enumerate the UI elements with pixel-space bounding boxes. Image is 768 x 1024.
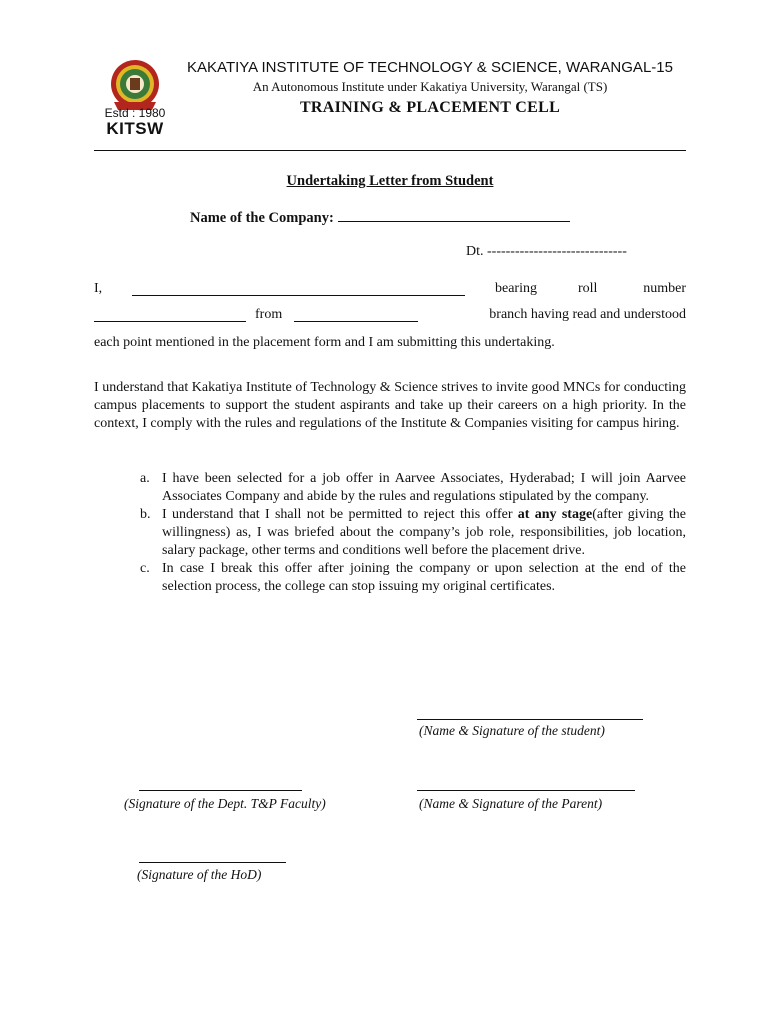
line1-word-bearing: bearing bbox=[495, 281, 537, 296]
letter-title: Undertaking Letter from Student bbox=[286, 173, 494, 189]
line1-word-roll: roll bbox=[578, 281, 598, 296]
student-name-blank bbox=[132, 295, 465, 296]
line2-branch-text: branch having read and understood bbox=[489, 307, 686, 322]
parent-signature-label: (Name & Signature of the Parent) bbox=[419, 796, 603, 811]
point-text bbox=[162, 506, 686, 560]
cell-title: TRAINING & PLACEMENT CELL bbox=[299, 99, 561, 116]
point-text-after: (after giving the willingness) as, I was briefed about the company’s job role, responsibilities, job location, salary package, other terms and conditions well before the placement drive. bbox=[162, 507, 686, 558]
company-blank bbox=[338, 208, 570, 222]
institute-subtitle: An Autonomous Institute under Kakatiya University, Warangal (TS) bbox=[252, 79, 608, 94]
undertaking-paragraph: I understand that Kakatiya Institute of Technology & Science strives to invite good MNCs for conducting campus placements to support the student aspirants and take up their careers on a high priority. In the context, I comply with the rules and regulations of the Institute & Companies visiting for campus hiring. bbox=[94, 380, 686, 431]
faculty-signature-label: (Signature of the Dept. T&P Faculty) bbox=[124, 796, 326, 811]
point-text: I have been selected for a job offer in Aarvee Associates, Hyderabad; I will join Aarvee Associates Company and abide by the rules and regulations stipulated by the company. bbox=[162, 471, 686, 504]
hod-signature-line bbox=[139, 862, 286, 863]
undertaking-points bbox=[140, 470, 686, 596]
logo-estd: Estd : 1980 bbox=[104, 106, 166, 120]
point-mark: c. bbox=[140, 561, 150, 576]
point-mark: a. bbox=[140, 471, 150, 486]
list-item bbox=[140, 470, 686, 506]
logo-name: KITSW bbox=[106, 119, 164, 138]
header-divider bbox=[94, 150, 686, 151]
date-line: Dt. ------------------------------ bbox=[466, 244, 627, 259]
institute-name: KAKATIYA INSTITUTE OF TECHNOLOGY & SCIENCE, WARANGAL-15 bbox=[187, 59, 673, 76]
list-item bbox=[140, 506, 686, 560]
student-signature-line bbox=[417, 719, 643, 720]
line2-from: from bbox=[255, 307, 283, 322]
line1-word-number: number bbox=[643, 281, 686, 296]
list-item bbox=[140, 560, 686, 596]
hod-signature-label: (Signature of the HoD) bbox=[137, 867, 262, 882]
student-signature-label: (Name & Signature of the student) bbox=[419, 723, 605, 738]
roll-number-blank bbox=[94, 321, 246, 322]
point-text-before: I understand that I shall not be permitted to reject this offer bbox=[162, 507, 518, 522]
line1-start: I, bbox=[94, 281, 103, 296]
company-label: Name of the Company: bbox=[190, 210, 334, 226]
undertaking-line-3: each point mentioned in the placement form and I am submitting this undertaking. bbox=[94, 335, 555, 350]
company-line bbox=[190, 208, 570, 227]
point-text-bold: at any stage bbox=[517, 507, 593, 522]
point-text: In case I break this offer after joining the company or upon selection at the end of the selection process, the college can stop issuing my original certificates. bbox=[162, 561, 686, 594]
parent-signature-line bbox=[417, 790, 635, 791]
faculty-signature-line bbox=[139, 790, 302, 791]
branch-blank bbox=[294, 321, 418, 322]
point-mark: b. bbox=[140, 507, 151, 522]
